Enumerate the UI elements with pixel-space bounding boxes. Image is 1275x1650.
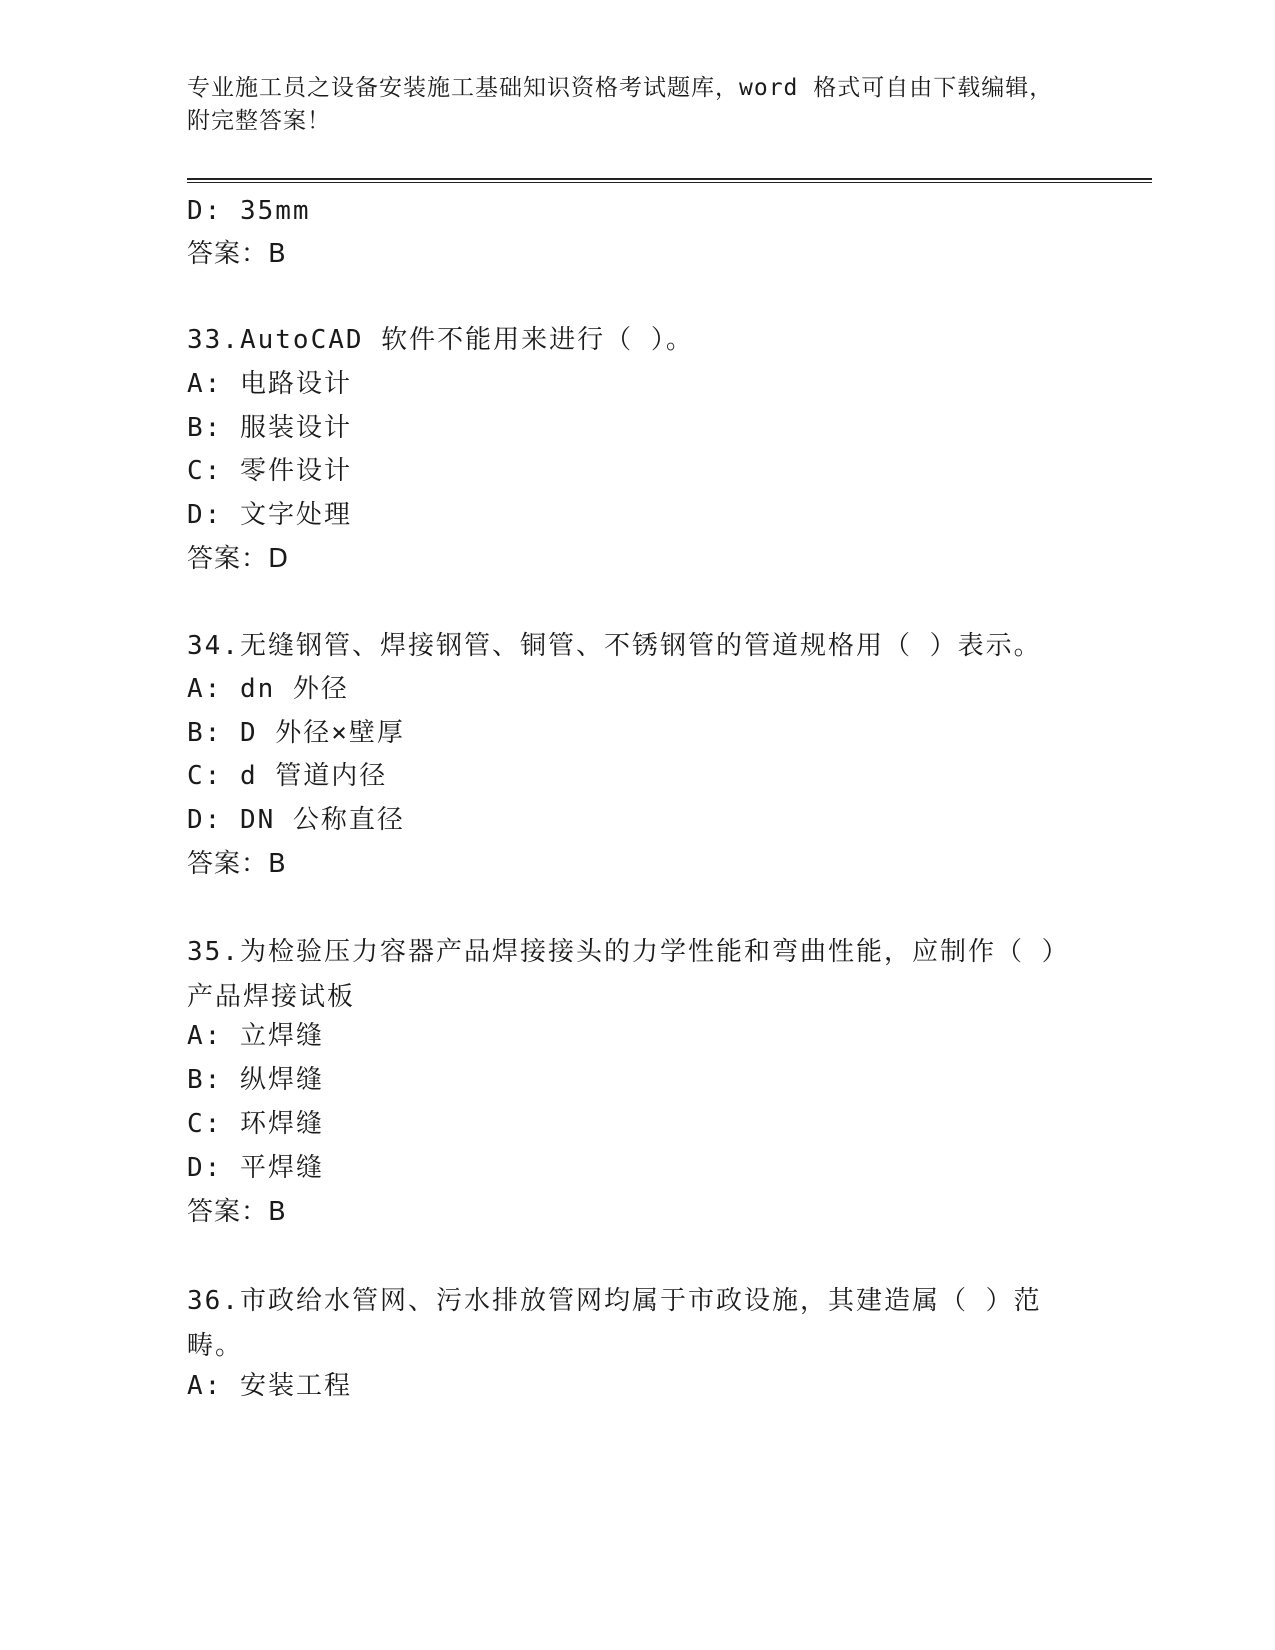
question-35-stem: 35.为检验压力容器产品焊接接头的力学性能和弯曲性能，应制作（ ）产品焊接试板 [187,937,1057,1012]
question-35-option-b: B: 纵焊缝 [187,1065,324,1095]
header-divider [187,178,1152,183]
question-36-option-a: A: 安装工程 [187,1371,352,1401]
question-34-option-c: C: d 管道内径 [187,761,388,791]
prev-option-d: D: 35mm [187,196,311,226]
prev-answer: 答案：B [187,239,287,269]
question-34-option-a: A: dn 外径 [187,674,349,704]
question-34-option-d: D: DN 公称直径 [187,805,405,835]
question-34-option-b: B: D 外径×壁厚 [187,718,405,748]
question-34-answer: 答案：B [187,849,287,879]
question-35-option-a: A: 立焊缝 [187,1021,324,1051]
question-33-option-c: C: 零件设计 [187,456,352,486]
question-34-stem: 34.无缝钢管、焊接钢管、铜管、不锈钢管的管道规格用（ ）表示。 [187,631,1042,661]
question-33-option-d: D: 文字处理 [187,500,352,530]
document-header: 专业施工员之设备安装施工基础知识资格考试题库，word 格式可自由下载编辑，附完整答案！ [187,75,1054,134]
question-35-answer: 答案：B [187,1197,287,1227]
question-33-answer: 答案：D [187,544,290,574]
question-33-option-b: B: 服装设计 [187,413,352,443]
question-35-option-d: D: 平焊缝 [187,1153,324,1183]
question-36-stem: 36.市政给水管网、污水排放管网均属于市政设施，其建造属（ ）范畴。 [187,1286,1042,1361]
question-33-option-a: A: 电路设计 [187,369,352,399]
question-33-stem: 33.AutoCAD 软件不能用来进行（ ）。 [187,325,694,355]
question-35-option-c: C: 环焊缝 [187,1109,324,1139]
